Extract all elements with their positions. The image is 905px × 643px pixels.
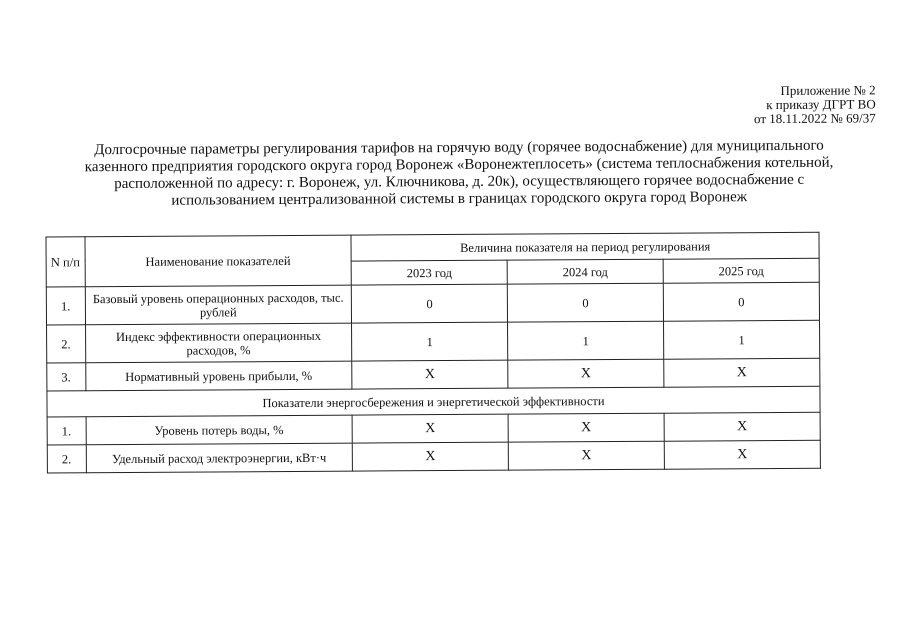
row-name: Нормативный уровень прибыли, % — [85, 361, 352, 391]
row-num: 1. — [47, 417, 86, 445]
row-value: 0 — [507, 283, 663, 322]
header-year-2025: 2025 год — [663, 258, 819, 283]
header-period: Величина показателя на период регулирования — [351, 232, 819, 261]
row-value: X — [352, 414, 508, 443]
row-value: X — [352, 360, 508, 389]
title-line-4: использованием централизованной системы в границах городского округа город Воронеж — [171, 189, 748, 209]
header-name: Наименование показателей — [84, 235, 351, 287]
row-value: 0 — [351, 284, 507, 323]
appendix-line-2: к приказу ДГРТ ВО — [766, 96, 876, 113]
row-value: X — [352, 442, 508, 471]
header-num: N п/п — [46, 237, 85, 287]
appendix-line-3: от 18.11.2022 № 69/37 — [753, 110, 876, 127]
row-num: 1. — [46, 287, 85, 325]
row-value: 0 — [663, 282, 819, 321]
row-value: X — [508, 441, 664, 470]
row-name: Базовый уровень операционных расходов, тыс. рублей — [85, 285, 352, 325]
row-num: 2. — [47, 445, 86, 473]
appendix-note — [754, 83, 876, 126]
appendix-line-1: Приложение № 2 — [780, 82, 876, 98]
row-name: Удельный расход электроэнергии, кВт·ч — [86, 443, 353, 473]
row-value: X — [508, 359, 664, 388]
section-title: Показатели энергосбережения и энергетической эффективности — [47, 386, 820, 417]
table-row — [47, 440, 820, 473]
parameters-table — [45, 232, 820, 474]
row-value: X — [508, 413, 664, 442]
header-year-2024: 2024 год — [507, 259, 663, 284]
row-value: X — [664, 440, 820, 469]
row-name: Уровень потерь воды, % — [86, 415, 353, 445]
title-line-3: расположенной по адресу: г. Воронеж, ул. Ключникова, д. 20к), осуществляющего горячее водоснабжение с — [114, 171, 805, 193]
row-value: 1 — [664, 320, 820, 359]
table-row — [46, 282, 819, 325]
row-value: X — [664, 412, 820, 441]
row-value: 1 — [508, 321, 664, 360]
row-num: 3. — [47, 363, 86, 391]
title-line-2: казенного предприятия городского округа город Воронеж «Воронежтеплосеть» (система теплоснабжения котельной, — [84, 154, 834, 176]
document-title — [59, 137, 859, 210]
header-year-2023: 2023 год — [351, 260, 507, 285]
table-row — [47, 320, 820, 363]
title-line-1: Долгосрочные параметры регулирования тарифов на горячую воду (горячее водоснабжение) для муниципального — [94, 137, 824, 159]
row-value: X — [664, 358, 820, 387]
row-num: 2. — [47, 325, 86, 363]
row-value: 1 — [352, 322, 508, 361]
row-name: Индекс эффективности операционных расходов, % — [85, 323, 352, 363]
